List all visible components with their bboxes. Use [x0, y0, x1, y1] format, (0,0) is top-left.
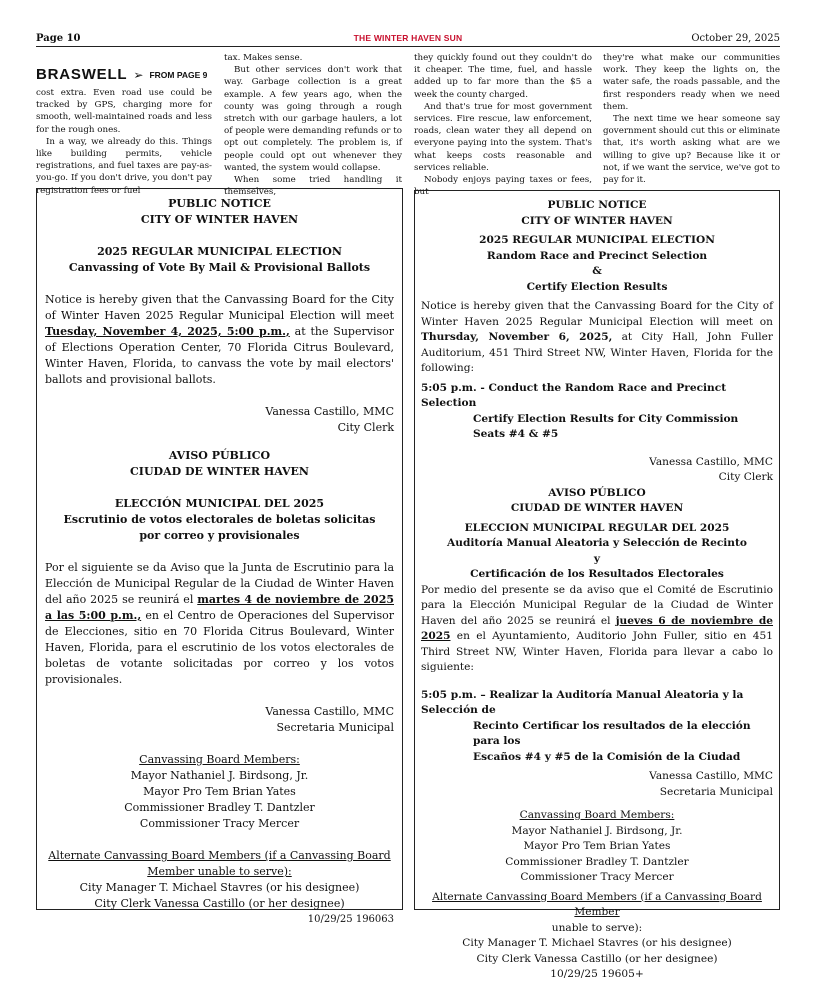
column-banner	[36, 63, 212, 87]
alternate-member: City Manager T. Michael Stavres (or his designee)	[79, 881, 360, 894]
alternate-heading: Alternate Canvassing Board Members (if a Canvassing Board	[48, 849, 391, 862]
aviso-title: AVISO PÚBLICO	[548, 486, 646, 499]
signature-name: Vanessa Castillo, MMC	[649, 455, 773, 468]
issue-date: October 29, 2025	[691, 33, 780, 44]
paragraph: they're what make our communities work. They keep the lights on, the water safe, the roads passable, and the first responders ready when we need them.	[603, 53, 780, 112]
notice-subheading: Random Race and Precinct Selection	[486, 249, 708, 262]
board-heading: Canvassing Board Members:	[519, 809, 675, 821]
aviso-subheading: Auditoría Manual Aleatoria y Selección de Recinto	[447, 537, 747, 549]
alternate-member: City Clerk Vanessa Castillo (or her designee)	[94, 897, 345, 910]
agenda-item: 5:05 p.m. - Conduct the Random Race and Precinct Selection	[421, 381, 727, 409]
notice-heading: 2025 REGULAR MUNICIPAL ELECTION	[97, 245, 342, 258]
signature-title: Secretaria Municipal	[659, 785, 773, 798]
public-notice-certify	[414, 190, 780, 980]
article-column-2	[224, 52, 402, 198]
board-member: Commissioner Bradley T. Dantzler	[505, 855, 689, 868]
meeting-date: Tuesday, November 4, 2025, 5:00 p.m.,	[45, 325, 290, 338]
agenda-item: 5:05 p.m. – Realizar la Auditoría Manual Aleatoria y la Selección de	[421, 688, 744, 716]
signature-name: Vanessa Castillo, MMC	[265, 705, 394, 718]
article-column-1	[36, 52, 212, 197]
aviso-heading: ELECCIÓN MUNICIPAL DEL 2025	[114, 497, 325, 510]
notice-title: PUBLIC NOTICE	[547, 199, 647, 211]
board-member: Commissioner Bradley T. Dantzler	[124, 801, 315, 814]
paragraph: Nobody enjoys paying taxes or fees, but	[414, 175, 592, 198]
notice-code: 10/29/25 19605+	[550, 968, 644, 980]
paragraph: tax. Makes sense.	[224, 53, 303, 63]
board-member: Mayor Nathaniel J. Birdsong, Jr.	[130, 769, 309, 782]
page-number: Page 10	[36, 33, 81, 44]
alternate-member: City Clerk Vanessa Castillo (or her designee)	[476, 952, 718, 965]
board-member: Commissioner Tracy Mercer	[139, 817, 300, 830]
notice-heading: 2025 REGULAR MUNICIPAL ELECTION	[479, 234, 715, 246]
notice-city: CITY OF WINTER HAVEN	[521, 214, 673, 227]
aviso-subheading-2: por correo y provisionales	[139, 529, 300, 542]
signature-title: City Clerk	[337, 421, 394, 434]
notice-city: CITY OF WINTER HAVEN	[140, 213, 299, 226]
notice-subheading: Canvassing of Vote By Mail & Provisional Ballots	[68, 261, 371, 274]
aviso-subheading-y: y	[593, 552, 601, 565]
notice-subheading-2: Certify Election Results	[526, 280, 668, 293]
alternate-heading-cont: unable to serve):	[551, 921, 643, 934]
alternate-heading-cont: Member unable to serve):	[147, 865, 292, 878]
board-member: Mayor Pro Tem Brian Yates	[523, 840, 671, 852]
notice-title: PUBLIC NOTICE	[168, 197, 271, 210]
continued-from: FROM PAGE 9	[149, 69, 208, 80]
notice-body: Notice is hereby given that the Canvassing Board for the City of Winter Haven 2025 Regular Municipal Election will meet Tuesday, November 4, 2025, 5:00 p.m., at the Supervisor of Elections Operation Center, 70 Florida Citrus Boulevard, Winter Haven, Florida, to canvass the vote by mail electors' ballots and provisional ballots.	[45, 293, 394, 386]
board-heading: Canvassing Board Members:	[139, 753, 300, 766]
paragraph: cost extra. Even road use could be tracked by GPS, charging more for smooth, well-maintained roads and less for the rough ones.	[36, 88, 212, 135]
paragraph: they quickly found out they couldn't do it cheaper. The time, fuel, and hassle added up to far more than the $5 a week the county charged.	[414, 53, 592, 100]
meeting-date: Thursday, November 6, 2025,	[421, 331, 613, 343]
aviso-city: CIUDAD DE WINTER HAVEN	[130, 465, 309, 478]
signature-name: Vanessa Castillo, MMC	[649, 770, 773, 782]
column-name: BRASWELL	[36, 65, 128, 83]
alternate-heading: Alternate Canvassing Board Members (if a Canvassing Board Member	[432, 890, 762, 918]
newspaper-title: THE WINTER HAVEN SUN	[353, 33, 463, 43]
agenda-item-cont: Recinto Certificar los resultados de la elección para los	[473, 719, 751, 747]
article-column-3	[414, 52, 592, 198]
article-column-4	[603, 52, 780, 186]
signature-title: City Clerk	[718, 471, 773, 483]
signature-title: Secretaria Municipal	[276, 721, 394, 734]
agenda-item-cont: Escaños #4 y #5 de la Comisión de la Ciudad	[473, 750, 741, 763]
paragraph: The next time we hear someone say government should cut this or eliminate that, it's worth asking what are we willing to give up? Because like it or not, if we want the service, we've got to pay for it.	[603, 114, 780, 186]
signature-name: Vanessa Castillo, MMC	[265, 405, 394, 418]
paragraph: And that's true for most government services. Fire rescue, law enforcement, roads, clean water they all depend on everyone paying into the system. That's what keeps costs reasonable and services reliable.	[414, 101, 592, 173]
notice-code: 10/29/25 196063	[307, 914, 394, 925]
meeting-date: jueves 6 de noviembre de 2025	[421, 614, 774, 642]
aviso-body: Por medio del presente se da aviso que el Comité de Escrutinio para la Elección Municipal Regular de la Ciudad de Winter Haven del año 2025 se reunirá el jueves 6 de noviembre de 2025 en el Ayuntamiento, Auditorio John Fuller, sitio en 451 Third Street NW, Winter Haven, Florida para llevar a cabo lo siguiente:	[421, 583, 774, 673]
alternate-member: City Manager T. Michael Stavres (or his designee)	[462, 937, 732, 949]
notice-subheading-amp: &	[592, 265, 602, 277]
aviso-subheading-2: Certificación de los Resultados Electorales	[470, 568, 724, 580]
meeting-date: martes 4 de noviembre de 2025 a las 5:00 p.m.,	[45, 593, 394, 622]
aviso-heading: ELECCION MUNICIPAL REGULAR DEL 2025	[464, 521, 730, 534]
aviso-title: AVISO PÚBLICO	[168, 449, 271, 462]
paragraph: In a way, we already do this. Things like building permits, vehicle registrations, and fuel taxes are pay-as-you-go. If you don't drive, you don't pay registration fees or fuel	[36, 136, 212, 196]
public-notice-canvassing	[36, 188, 403, 925]
paragraph: But other services don't work that way. Garbage collection is a great example. A few years ago, when the county was going through a rough stretch with our garbage haulers, a lot of people were demanding refunds or to opt out completely. The problem is, if people could opt out whenever they wanted, the system would collapse.	[224, 65, 402, 173]
page-header	[36, 33, 780, 47]
paragraph: When some tried handling it themselves,	[224, 175, 402, 198]
notice-body: Notice is hereby given that the Canvassing Board for the City of Winter Haven 2025 Regular Municipal Election will meet on Thursday, November 6, 2025, at City Hall, John Fuller Auditorium, 451 Third Street NW, Winter Haven, Florida for the following:	[421, 300, 773, 374]
arrow-icon: ➢	[133, 67, 144, 82]
board-member: Commissioner Tracy Mercer	[520, 871, 674, 883]
aviso-body: Por el siguiente se da Aviso que la Junta de Escrutinio para la Elección de Municipal Regular de la Ciudad de Winter Haven del año 2025 se reunirá el martes 4 de noviembre de 2025 a las 5:00 p.m., en el Centro de Operaciones del Supervisor de Elecciones, sitio en 70 Florida Citrus Boulevard, Winter Haven, Florida, para el escrutinio de los votos electorales de boletas de votante solicitadas por correo y los votos provisionales.	[45, 561, 394, 686]
aviso-city: CIUDAD DE WINTER HAVEN	[510, 502, 684, 514]
agenda-item-cont: Certify Election Results for City Commission Seats #4 & #5	[473, 412, 739, 440]
board-member: Mayor Pro Tem Brian Yates	[143, 785, 296, 798]
board-member: Mayor Nathaniel J. Birdsong, Jr.	[511, 824, 683, 837]
aviso-subheading: Escrutinio de votos electorales de boletas solicitas	[63, 513, 376, 526]
